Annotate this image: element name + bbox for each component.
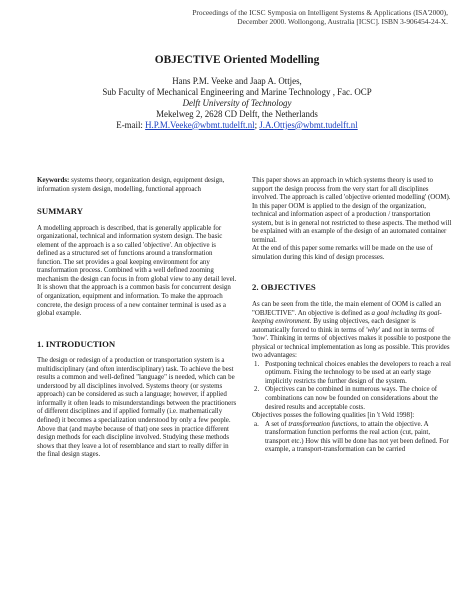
obj-text-a: As can be seen from the title, the main element of OOM is called an "OBJECTIVE". An objective is defined as [252,300,441,317]
list-item-number: 1. [254,359,260,368]
list-item-letter: a. [254,419,259,428]
list-item [252,385,452,411]
email-separator: ; [254,119,260,130]
list-item [252,420,452,454]
right-column [252,176,452,454]
advantages-list [252,360,452,411]
keywords-label: Keywords: [37,176,70,184]
list-item-number: 2. [254,385,260,394]
running-head-line-2: December 2000. Wollongong, Australia [ICSC]. ISBN 3-906454-24-X. [237,17,448,27]
summary-paragraph-2: It is shown that the approach is a common basis for concurrent design of organization, equipment and information. To make the approach concrete, the design process of a new container terminal is used as a global example. [37,283,231,318]
quality-a-italic: transformation functions [288,419,358,428]
obj-text-e: and [380,325,394,334]
keywords-text: systems theory, organization design, equipment design, information system design, modelling, functional approach [37,176,225,193]
introduction-heading: 1. INTRODUCTION [37,338,116,349]
obj-not-italic: not [393,325,403,334]
obj-text-g: in terms of [402,325,435,334]
quality-a-pre: A set of [265,419,289,428]
running-head-line-1: Proceedings of the ICSC Symposia on Intelligent Systems & Applications (ISA'2000), [192,8,448,17]
email-label: E-mail: [116,119,146,130]
left-column [37,176,237,459]
author-university: Delft University of Technology [182,97,292,108]
intro-paragraph-2: This paper shows an approach in which systems theory is used to support the design process from the very start for all disciplines involved. The approach is called 'objective oriented modelling' (OOM). In this paper OOM is applied to the design of the organization, technical and information aspect of a production / transportation system, but is in general not restricted to these aspects. The method will be explained with an example of the design of an automated container terminal. [252,176,452,244]
author-affiliation: Sub Faculty of Mechanical Engineering and Marine Technology , Fac. OCP [102,86,372,97]
obj-why-italic: 'why' [365,325,381,334]
summary-heading: SUMMARY [37,206,84,217]
obj-text-c: . By using objectives, each designer is automatically forced to think in terms of [252,317,416,334]
author-block [0,76,474,131]
paper-title: OBJECTIVE Oriented Modelling [154,54,320,66]
qualities-list [252,420,452,454]
list-item [252,360,452,386]
email-link-veeke[interactable]: H.P.M.Veeke@wbmt.tudelft.nl [145,119,255,130]
author-names: Hans P.M. Veeke and Jaap A. Ottjes, [172,76,302,86]
objectives-paragraph-1 [252,300,452,360]
author-address: Mekelweg 2, 2628 CD Delft, the Netherlands [156,108,318,119]
list-item-text: Postponing technical choices enables the developers to reach a real optimum. Fixing the technology to be used at an early stage implicitly restricts the further design of the system. [265,359,451,385]
obj-text-i: . Thinking in terms of objectives makes it possible to postpone the physical or technical implementation as long as possible. This provides two advantages: [252,334,451,360]
list-item-text: Objectives can be combined in numerous ways. The choice of combinations can now be founded on considerations about the desired results and acceptable costs. [265,385,439,411]
obj-definition-italic: a goal including its goal-keeping environment [252,308,442,326]
introduction-paragraph-1: The design or redesign of a production or transportation system is a multidisciplinary (and often interdisciplinary) task. To achieve the best results a common and well-defined "language" is needed, which can be understood by all disciplines involved. Systems theory (or systems approach) can be considered as such a language; however, if applied informally it often leads to misunderstandings between the practitioners of different disciplines and if applied formally (i.e. mathematically defined) it becomes a specialization understood by only a few people. Above that (and maybe because of that) one sees in practice different design methods for each discipline involved. Studying these methods shows that they leave a lot of resemblance and start to really differ in the final design stages. [37,356,237,459]
author-email-line [0,120,474,131]
email-link-ottjes[interactable]: J.A.Ottjes@wbmt.tudelft.nl [259,119,358,130]
objectives-heading: 2. OBJECTIVES [252,282,316,293]
running-head [118,8,448,26]
qualities-intro: Objectives posses the following qualities [in 't Veld 1998]: [252,411,415,420]
keywords [37,176,237,193]
summary-paragraph-1: A modelling approach is described, that is generally applicable for organizational, technical and information system design. The basic element of the approach is a so called 'objective'. An objective is defined as a structured set of functions around a transformation function. The set provides a goal keeping environment for any transformation process. Combined with a well defined zooming mechanism the design can focus in from global view to any detail level. [37,223,237,283]
intro-paragraph-3: At the end of this paper some remarks will be made on the use of simulation during this kind of design processes. [252,244,433,261]
quality-a-post: , to attain the objective. A transformation function performs the real action (cut, paint, transport etc.) How this will be done has not yet been defined. For example, a transport-transformation can be carried [265,419,449,454]
obj-how-italic: 'how' [252,334,267,343]
